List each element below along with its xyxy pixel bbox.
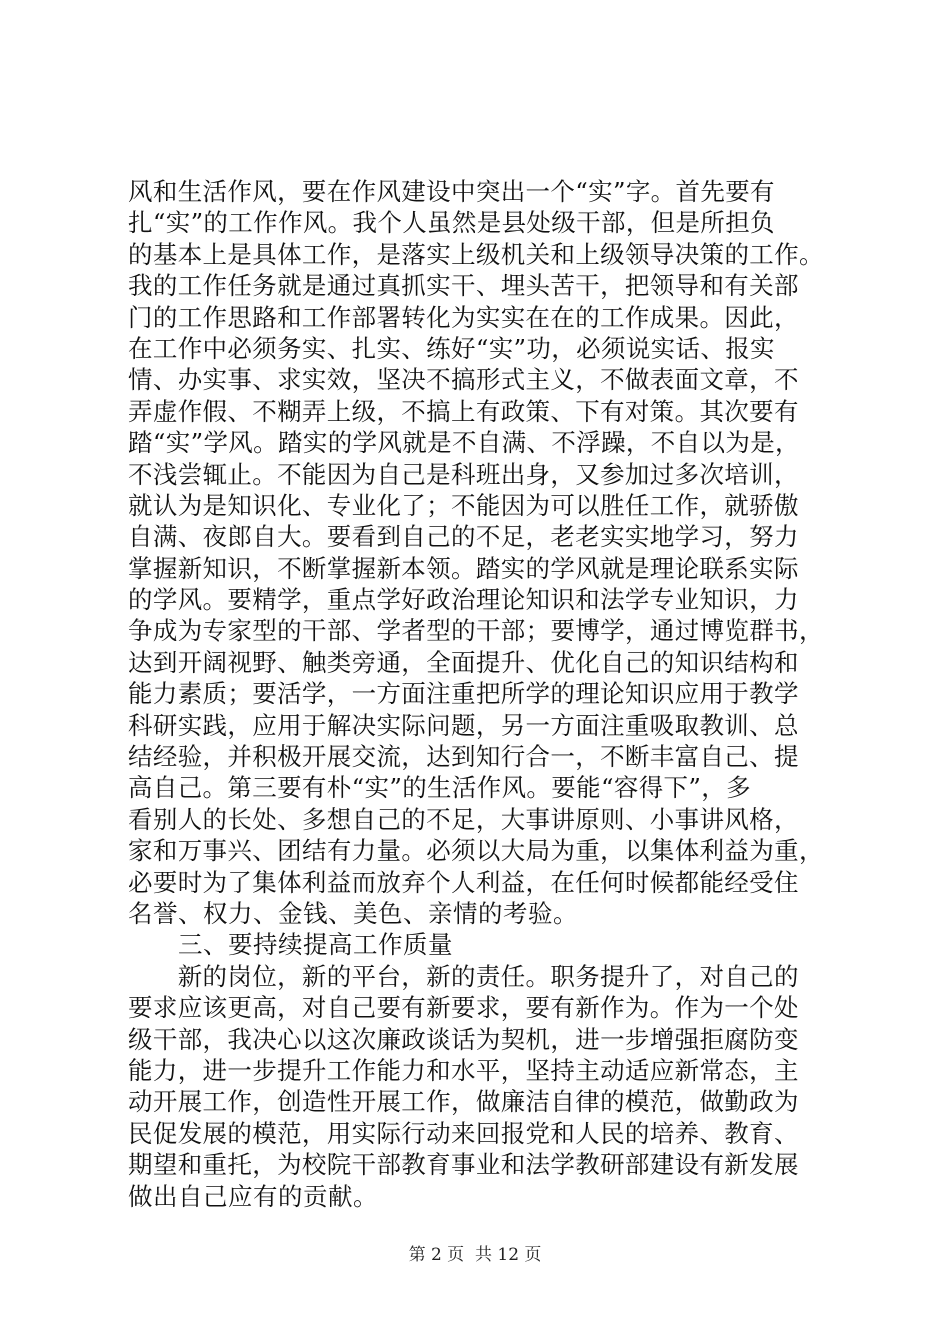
text-line: 期望和重托，为校院干部教育事业和法学教研部建设有新发展 (128, 1150, 799, 1180)
text-line: 弄虚作假、不糊弄上级，不搞上有政策、下有对策。其次要有 (128, 396, 799, 426)
document-body (128, 176, 848, 1212)
text-line: 结经验，并积极开展交流，达到知行合一，不断丰富自己、提 (128, 742, 799, 772)
text-line: 新的岗位，新的平台，新的责任。职务提升了，对自己的 (128, 961, 799, 991)
text-line: 高自己。第三要有朴“实”的生活作风。要能“容得下”，多 (128, 773, 751, 803)
section-heading: 三、要持续提高工作质量 (128, 930, 453, 960)
text-line: 在工作中必须务实、扎实、练好“实”功，必须说实话、报实 (128, 333, 775, 363)
text-line: 的基本上是具体工作，是落实上级机关和上级领导决策的工作。 (128, 239, 824, 269)
text-line: 扎“实”的工作作风。我个人虽然是县处级干部，但是所担负 (128, 208, 775, 238)
text-line: 情、办实事、求实效，坚决不搞形式主义，不做表面文章，不 (128, 365, 799, 395)
text-line: 动开展工作，创造性开展工作，做廉洁自律的模范，做勤政为 (128, 1087, 799, 1117)
text-line: 能力素质；要活学，一方面注重把所学的理论知识应用于教学 (128, 679, 799, 709)
text-line: 看别人的长处、多想自己的不足，大事讲原则、小事讲风格， (128, 804, 799, 834)
text-line: 风和生活作风，要在作风建设中突出一个“实”字。首先要有 (128, 177, 775, 206)
text-line: 踏“实”学风。踏实的学风就是不自满、不浮躁，不自以为是， (128, 428, 800, 458)
text-line: 我的工作任务就是通过真抓实干、埋头苦干，把领导和有关部 (128, 271, 799, 301)
text-line: 自满、夜郎自大。要看到自己的不足，老老实实地学习，努力 (128, 522, 799, 552)
text-line: 家和万事兴、团结有力量。必须以大局为重，以集体利益为重， (128, 836, 824, 866)
text-line: 必要时为了集体利益而放弃个人利益，在任何时候都能经受住 (128, 867, 799, 897)
text-line: 不浅尝辄止。不能因为自己是科班出身，又参加过多次培训， (128, 459, 799, 489)
text-line: 科研实践，应用于解决实际问题，另一方面注重吸取教训、总 (128, 710, 799, 740)
text-line: 争成为专家型的干部、学者型的干部；要博学，通过博览群书， (128, 616, 824, 646)
text-line: 做出自己应有的贡献。 (128, 1181, 378, 1211)
text-line: 民促发展的模范，用实际行动来回报党和人民的培养、教育、 (128, 1118, 799, 1148)
page-number: 第 2 页 共 12 页 (408, 1245, 542, 1265)
text-line: 掌握新知识，不断掌握新本领。踏实的学风就是理论联系实际 (128, 553, 799, 583)
text-line: 达到开阔视野、触类旁通，全面提升、优化自己的知识结构和 (128, 647, 799, 677)
text-line: 名誉、权力、金钱、美色、亲情的考验。 (128, 898, 578, 928)
text-line: 的学风。要精学，重点学好政治理论知识和法学专业知识，力 (128, 585, 799, 615)
text-line: 就认为是知识化、专业化了；不能因为可以胜任工作，就骄傲 (128, 490, 799, 520)
page-footer (0, 1244, 950, 1266)
text-line: 门的工作思路和工作部署转化为实实在在的工作成果。因此， (128, 302, 799, 332)
text-line: 要求应该更高，对自己要有新要求，要有新作为。作为一个处 (128, 993, 799, 1023)
text-line: 级干部，我决心以这次廉政谈话为契机，进一步增强拒腐防变 (128, 1024, 799, 1054)
text-line: 能力，进一步提升工作能力和水平，坚持主动适应新常态，主 (128, 1055, 799, 1085)
